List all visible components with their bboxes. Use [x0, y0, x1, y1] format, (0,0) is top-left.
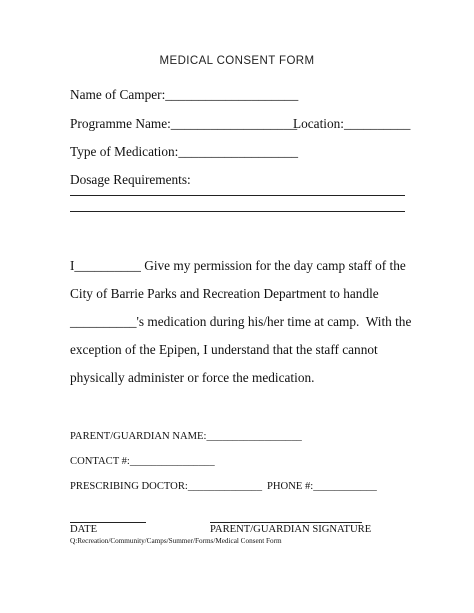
consent-line-4: exception of the Epipen, I understand that the staff cannot	[70, 342, 378, 357]
prescribing-doctor-field: PRESCRIBING DOCTOR:______________	[70, 481, 262, 492]
consent-line-5: physically administer or force the medication.	[70, 370, 315, 385]
guardian-signature-line	[210, 522, 362, 523]
dosage-line-1	[70, 195, 405, 196]
consent-line-2: City of Barrie Parks and Recreation Department to handle	[70, 286, 379, 301]
dosage-requirements-label: Dosage Requirements:	[70, 172, 191, 187]
date-label: DATE	[70, 524, 98, 535]
programme-name-field: Programme Name:___________________	[70, 116, 298, 131]
form-title: MEDICAL CONSENT FORM	[159, 55, 315, 67]
camper-name-field: Name of Camper:____________________	[70, 87, 299, 102]
dosage-line-2	[70, 211, 405, 212]
medication-type-field: Type of Medication:__________________	[70, 144, 299, 159]
date-signature-line	[70, 522, 146, 523]
phone-number-field: PHONE #:____________	[267, 481, 377, 492]
contact-number-field: CONTACT #:________________	[70, 456, 215, 467]
location-field: Location:__________	[293, 116, 411, 131]
consent-line-3: __________'s medication during his/her time at camp. With the	[70, 314, 412, 329]
guardian-signature-label: PARENT/GUARDIAN SIGNATURE	[210, 524, 372, 535]
guardian-name-field: PARENT/GUARDIAN NAME:__________________	[70, 431, 302, 442]
consent-line-1: I__________ Give my permission for the day camp staff of the	[70, 258, 406, 273]
file-path-footer: Q:Recreation/Community/Camps/Summer/Forms/Medical Consent Form	[70, 537, 282, 545]
